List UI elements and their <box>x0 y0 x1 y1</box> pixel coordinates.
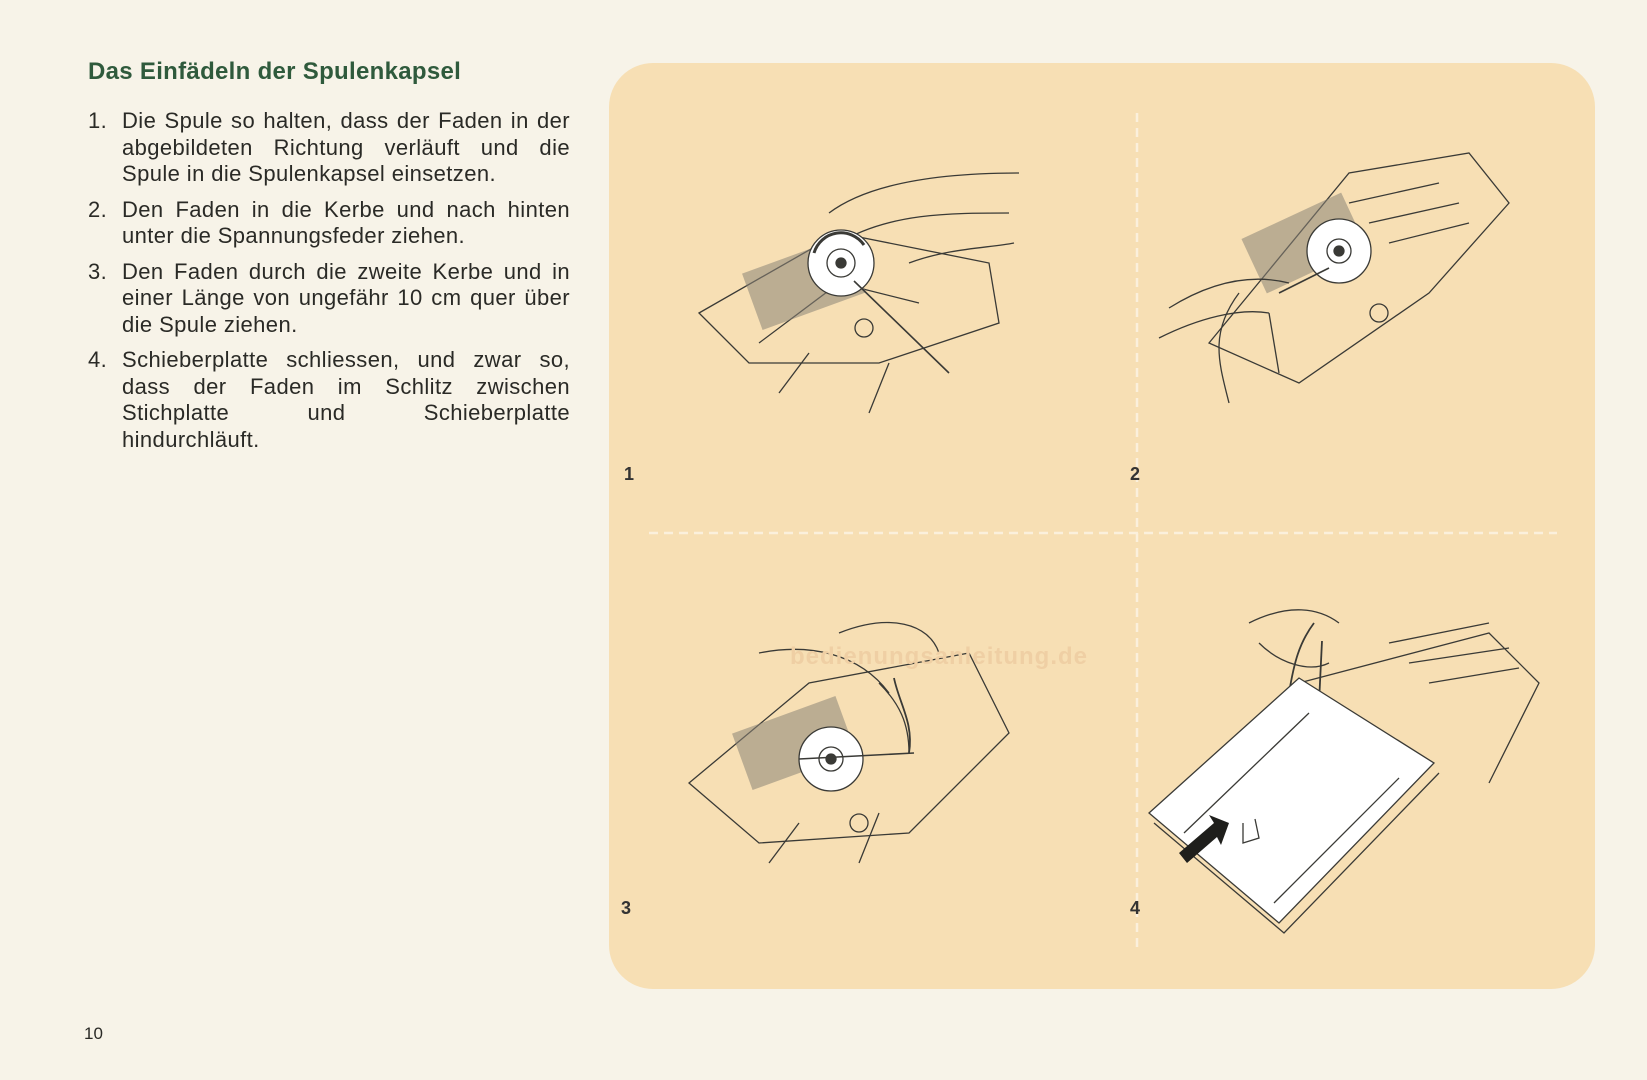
step-number: 2. <box>88 196 108 222</box>
step-number: 3. <box>88 258 108 284</box>
step-text: Den Faden durch die zweite Kerbe und in einer Länge von ungefähr 10 cm quer über die Spule ziehen. <box>122 258 570 337</box>
instruction-step <box>88 259 570 339</box>
illustration-drawings <box>609 63 1595 989</box>
step-number: 1. <box>88 108 108 133</box>
figure-label: 1 <box>624 464 635 484</box>
instruction-step <box>88 197 570 250</box>
figure-1-illustration <box>699 173 1019 413</box>
step-text: Die Spule so halten, dass der Faden in der abgebildeten Richtung verläuft und die Spule in die Spulenkapsel einsetzen. <box>122 108 570 186</box>
figure-label: 4 <box>1130 898 1141 918</box>
figure-label: 3 <box>621 898 632 918</box>
figure-2-illustration <box>1159 153 1509 403</box>
section-heading: Das Einfädeln der Spulenkapsel <box>88 58 462 85</box>
page-number: 10 <box>84 1024 103 1043</box>
figure-label: 2 <box>1130 464 1141 484</box>
figure-4-illustration <box>1149 610 1539 933</box>
watermark: bedienungsanleitung.de <box>790 643 1089 670</box>
step-text: Schieberplatte schliessen, und zwar so, dass der Faden im Schlitz zwischen Stichplatte und Schieberplatte hindurchläuft. <box>122 347 570 452</box>
illustration-panel <box>609 63 1595 989</box>
instruction-step <box>88 347 570 453</box>
step-text: Den Faden in die Kerbe und nach hinten unter die Spannungsfeder ziehen. <box>122 196 570 248</box>
panel-dividers <box>649 113 1557 953</box>
instruction-step <box>88 108 570 188</box>
instruction-list <box>88 108 570 462</box>
step-number: 4. <box>88 347 108 372</box>
